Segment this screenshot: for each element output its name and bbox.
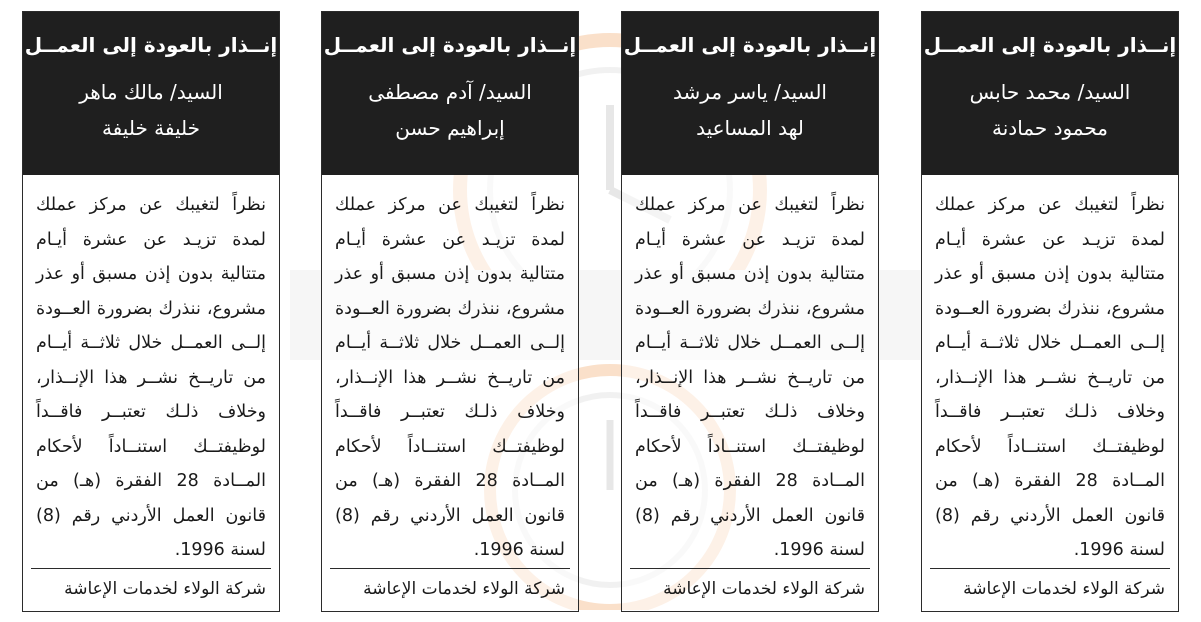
notice-header: [622, 12, 878, 175]
person-name-line1: السيد/ آدم مصطفى: [368, 80, 532, 104]
notice-body: نظراً لتغيبك عن مركز عملك لمدة تزيـد عن عشرة أيـام متتالية بدون إذن مسبق أو عذر مشروع، ننذرك بضرورة العــودة إلــى العمــل خلال ثلاثــة أيــام من تاريــخ نشــر هذا الإنــذار، وخلاف ذلـك تعتبــر فاقــداً لوظيفتــك استنــاداً لأحكام المــادة 28 الفقرة (هـ) من قانون العمل الأردني رقم (8) لسنة 1996.: [335, 195, 565, 560]
person-name-line2: لهد المساعيد: [696, 116, 804, 140]
person-name-line1: السيد/ مالك ماهر: [79, 80, 223, 104]
notice-title: إنــذار بالعودة إلى العمــل: [923, 33, 1177, 57]
notice-card: [921, 11, 1179, 612]
notice-title: إنــذار بالعودة إلى العمــل: [24, 33, 278, 57]
notice-header: [922, 12, 1178, 175]
person-name-line2: خليفة خليفة: [101, 116, 201, 140]
notice-card: [321, 11, 579, 612]
notice-signature: شركة الولاء لخدمات الإعاشة: [930, 568, 1170, 611]
notice-title: إنــذار بالعودة إلى العمــل: [623, 33, 877, 57]
notice-body: نظراً لتغيبك عن مركز عملك لمدة تزيـد عن عشرة أيـام متتالية بدون إذن مسبق أو عذر مشروع، ننذرك بضرورة العــودة إلــى العمــل خلال ثلاثــة أيــام من تاريــخ نشــر هذا الإنــذار، وخلاف ذلـك تعتبــر فاقــداً لوظيفتــك استنــاداً لأحكام المــادة 28 الفقرة (هـ) من قانون العمل الأردني رقم (8) لسنة 1996.: [36, 195, 266, 560]
notice-signature: شركة الولاء لخدمات الإعاشة: [630, 568, 870, 611]
person-name-line2: إبراهيم حسن: [395, 116, 505, 140]
notice-card: [22, 11, 280, 612]
person-name-line1: السيد/ ياسر مرشد: [673, 80, 827, 104]
person-name-line1: السيد/ محمد حابس: [969, 80, 1131, 104]
notice-body: نظراً لتغيبك عن مركز عملك لمدة تزيـد عن عشرة أيـام متتالية بدون إذن مسبق أو عذر مشروع، ننذرك بضرورة العــودة إلــى العمــل خلال ثلاثــة أيــام من تاريــخ نشــر هذا الإنــذار، وخلاف ذلـك تعتبــر فاقــداً لوظيفتــك استنــاداً لأحكام المــادة 28 الفقرة (هـ) من قانون العمل الأردني رقم (8) لسنة 1996.: [635, 195, 865, 560]
person-name-line2: محمود حمادنة: [992, 116, 1108, 140]
notice-title: إنــذار بالعودة إلى العمــل: [323, 33, 577, 57]
notice-card: [621, 11, 879, 612]
notice-body: نظراً لتغيبك عن مركز عملك لمدة تزيـد عن عشرة أيـام متتالية بدون إذن مسبق أو عذر مشروع، ننذرك بضرورة العــودة إلــى العمــل خلال ثلاثــة أيــام من تاريــخ نشــر هذا الإنــذار، وخلاف ذلـك تعتبــر فاقــداً لوظيفتــك استنــاداً لأحكام المــادة 28 الفقرة (هـ) من قانون العمل الأردني رقم (8) لسنة 1996.: [935, 195, 1165, 560]
notice-signature: شركة الولاء لخدمات الإعاشة: [31, 568, 271, 611]
notice-header: [23, 12, 279, 175]
notice-header: [322, 12, 578, 175]
notice-signature: شركة الولاء لخدمات الإعاشة: [330, 568, 570, 611]
